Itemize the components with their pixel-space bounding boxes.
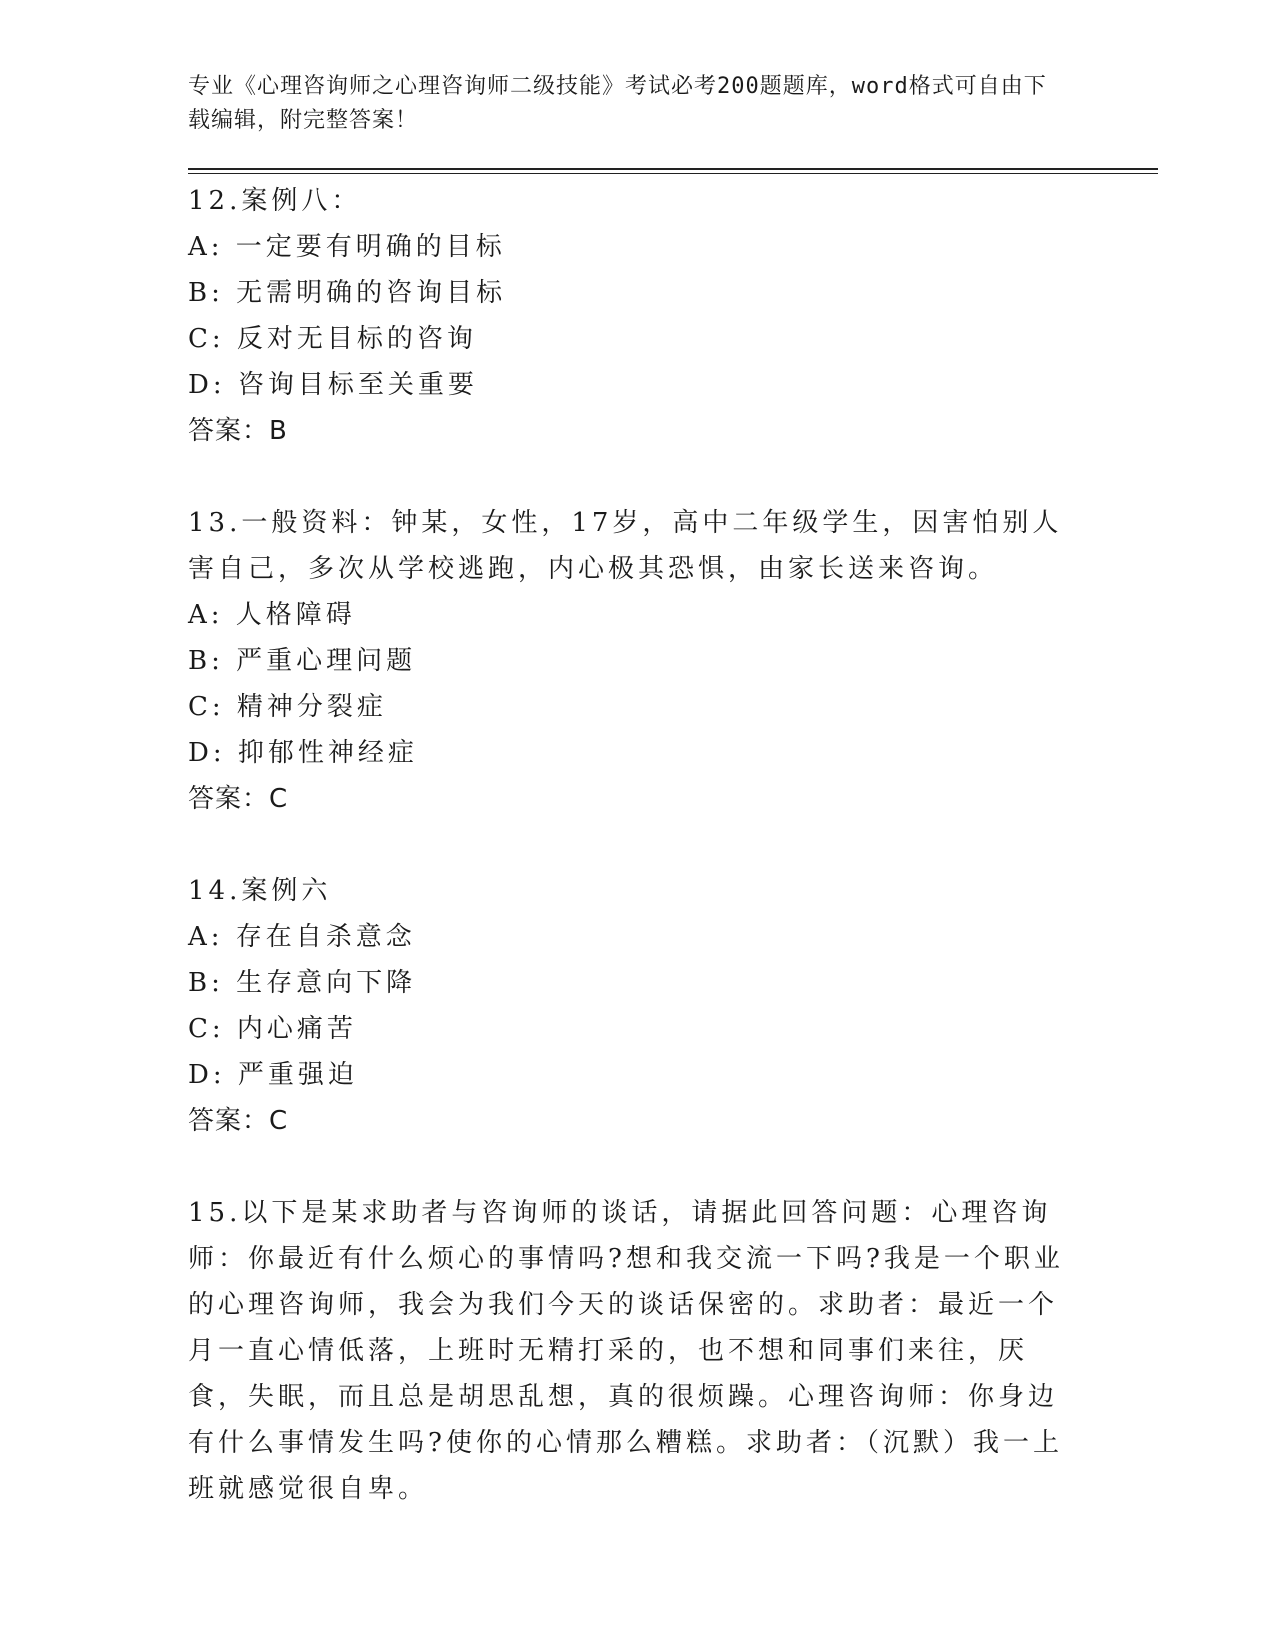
question-stem: 15.以下是某求助者与咨询师的谈话，请据此回答问题：心理咨询师：你最近有什么烦心的事情吗?想和我交流一下吗?我是一个职业的心理咨询师，我会为我们今天的谈话保密的。求助者：最近一个月一直心情低落，上班时无精打采的，也不想和同事们来往，厌食，失眠，而且总是胡思乱想，真的很烦躁。心理咨询师：你身边有什么事情发生吗?使你的心情那么糟糕。求助者：（沉默）我一上班就感觉很自卑。 (188, 1198, 1064, 1504)
document-header (188, 70, 1068, 138)
option-c: C: 反对无目标的咨询 (188, 324, 477, 354)
header-intro: 专业《心理咨询师之心理咨询师二级技能》考试必考200题题库，word格式可自由下载编辑，附完整答案！ (188, 74, 1047, 133)
question-stem: 12.案例八： (188, 186, 362, 216)
answer-line: 答案：C (188, 784, 289, 814)
option-d: D: 严重强迫 (188, 1060, 358, 1090)
question-stem: 13.一般资料：钟某，女性，17岁，高中二年级学生，因害怕别人害自己，多次从学校逃跑，内心极其恐惧，由家长送来咨询。 (188, 508, 1063, 584)
document-page (188, 70, 1158, 1558)
question-list (188, 178, 1158, 1512)
answer-line: 答案：C (188, 1106, 289, 1136)
question-14 (188, 868, 1158, 1144)
option-a: A: 存在自杀意念 (188, 922, 416, 952)
option-c: C: 内心痛苦 (188, 1014, 357, 1044)
question-13 (188, 500, 1158, 822)
question-15 (188, 1190, 1158, 1512)
option-a: A: 人格障碍 (188, 600, 356, 630)
answer-line: 答案：B (188, 416, 288, 446)
option-b: B: 无需明确的咨询目标 (188, 278, 507, 308)
option-b: B: 生存意向下降 (188, 968, 417, 998)
question-stem: 14.案例六 (188, 876, 332, 906)
option-d: D: 抑郁性神经症 (188, 738, 418, 768)
header-divider (188, 168, 1158, 174)
option-a: A: 一定要有明确的目标 (188, 232, 506, 262)
option-c: C: 精神分裂症 (188, 692, 387, 722)
option-d: D: 咨询目标至关重要 (188, 370, 478, 400)
question-12 (188, 178, 1158, 454)
option-b: B: 严重心理问题 (188, 646, 417, 676)
